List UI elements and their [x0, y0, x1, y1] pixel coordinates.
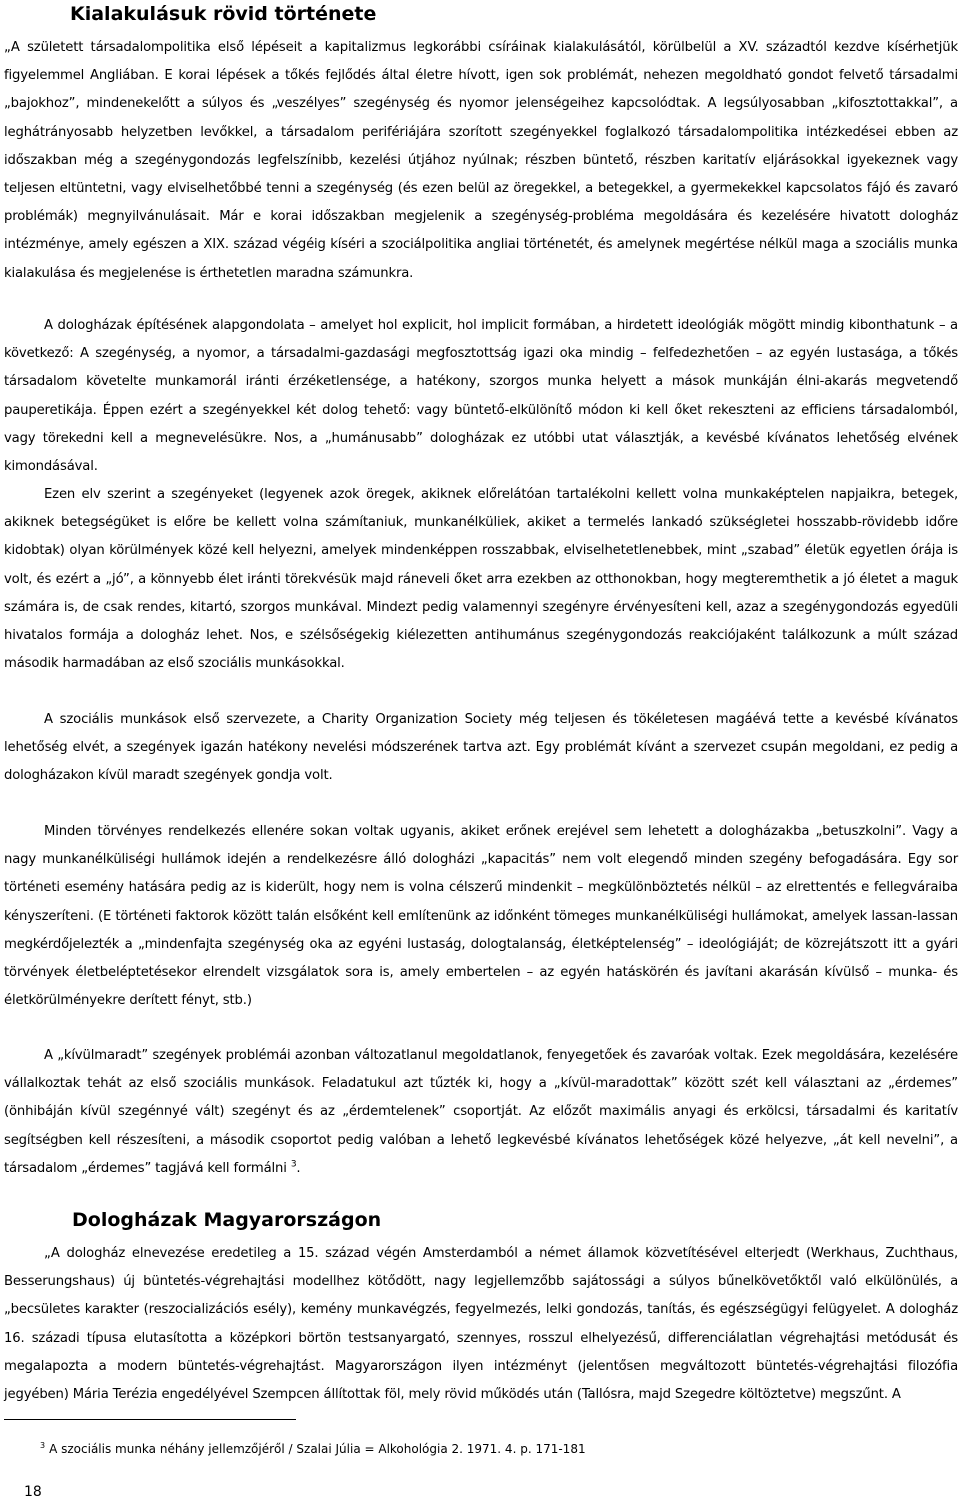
paragraph: Minden törvényes rendelkezés ellenére sokan voltak ugyanis, akiket erőnek erejével sem lehetett a dologházakba „betuszkolni”. Vagy a nagy munkanélküliségi hullámok idején a rendelkezésre álló dologházi „kapacitás” nem volt elegendő minden szegény befogadására. Egy sor történeti esemény hatására pedig az is kiderült, hogy nem is volna célszerű mindenkit – megkülönböztetés nélkül – az elrettentés e fellegváraiba kényszeríteni. (E történeti faktorok között talán elsőként kell említenünk az időnként tömeges munkanélküliségi hullámokat, amelyek lassan-lassan megkérdőjelezték a „mindenfajta szegénység oka az egyéni lustaság, dologtalanság, életképtelenség” – ideológiáját; de közrejátszott itt a gyári törvények életbeléptetésekor elrendelt vizsgálatok sora is, amely embertelen – az egyén hatáskörén és javítani akarásán kívülső – munka- és életkörülményekre derített fényt, stb.): [4, 824, 958, 1009]
paragraph: „A dologház elnevezése eredetileg a 15. század végén Amsterdamból a német államok közvetítésével elterjedt (Werkhaus, Zuchthaus, Besserungshaus) új büntetés-végrehajtási modellhez kötődött, nagy legjellemzőbb sajátossági a súlyos bűnelkövetőktől való elkülönülés, a „becsületes karakter (reszocializációs esély), kemény munkavégzés, fegyelmezés, lelki gondozás, tanítás, és egészségügyi felügyelet. A dologház 16. századi típusa elutasította a középkori börtön testsanyargató, szennyes, rosszul elhelyezésű, differenciálatlan végrehajtási metódusát és megalapozta a modern büntetés-végrehajtást. Magyarországon ilyen intézményt (jelentősen megváltozott büntetés-végrehajtási filozófia jegyében) Mária Terézia engedélyével Szempcen állítottak föl, mely rövid működés után (Tallósra, majd Szegedre költöztetve) megszűnt. A: [4, 1246, 958, 1403]
footnote-number: 3: [40, 1441, 46, 1450]
footnote: [40, 1440, 586, 1458]
section-heading-dologhazak: Dologházak Magyarországon: [72, 1209, 382, 1231]
paragraph: Ezen elv szerint a szegényeket (legyenek azok öregek, akiknek előrelátóan tartalékolni kellett volna munkaképtelen napjaikra, betegek, akiknek betegségüket is előre be kellett volna számítaniuk, munkanélküliek, akiket a termelés lankadó szükségletei hosszabb-rövidebb időre kidobtak) olyan körülmények közé kell helyezni, amelyek mindenképpen rosszabbak, elviselhetetlenebbek, mint „szabad” életük egyetlen órája is volt, és ezért a „jó”, a könnyebb élet iránti törekvésük majd ráneveli őket arra ezekben az otthonokban, hogy megteremthetik a jó életet a maguk számára is, de csak rendes, kitartó, szorgos munkával. Mindezt pedig valamennyi szegényre érvényesíteni kell, azaz a szegénygondozás egyedüli hivatalos formája a dologház lehet. Nos, e szélsőségekig kiélezetten antihumánus szegénygondozás reakciójaként találkozunk a múlt század második harmadában az első szociális munkásokkal.: [4, 487, 958, 672]
paragraph: „A született társadalompolitika első lépéseit a kapitalizmus legkorábbi csíráinak kialakulásától, körülbelül a XV. századtól kezdve kísérhetjük figyelemmel Angliában. E korai lépések a tőkés fejlődés által életre hívott, igen sok problémát, nehezen megoldható gondot felvető társadalmi „bajokhoz”, mindenekelőtt a súlyos és „veszélyes” szegénység és nyomor jelenségeihez kapcsolódtak. A legsúlyosabban „kifosztottakkal”, a leghátrányosabb helyzetben levőkkel, a társadalom perifériájára szorított szegényekkel foglalkozó társadalompolitika intézkedései ebben az időszakban még a szegénygondozás legfelszínibb, kezelési útjához nyúlnak; részben büntető, részben karitatív eljárásokkal igyekeznek vagy teljesen eltüntetni, vagy elviselhetőbbé tenni a szegénység (és ezen belül az öregekkel, a betegekkel, a gyermekekkel kapcsolatos fájó és zavaró problémák) megnyilvánulásait. Már e korai időszakban megjelenik a szegénység-probléma megoldására és kezelésére hivatott dologház intézménye, amely egészen a XIX. század végéig kíséri a szociálpolitika angliai történetét, és amelynek megértése nélkül maga a szociális munka kialakulása és megjelenése is érthetetlen maradna számunkra.: [4, 40, 958, 281]
page-number: 18: [24, 1484, 42, 1500]
footnote-text: A szociális munka néhány jellemzőjéről / Szalai Júlia = Alkohológia 2. 1971. 4. p. 171-181: [49, 1442, 586, 1456]
paragraph: A „kívülmaradt” szegények problémái azonban változatlanul megoldatlanok, fenyegetőek és zavaróak voltak. Ezek megoldására, kezelésére vállalkoztak tehát az első szociális munkások. Feladatukul azt tűzték ki, hogy a „kívül-maradottak” között szét kell választani az „érdemes” (önhibáján kívül szegénnyé vált) szegényt és az „érdemtelenek” csoportját. Az előzőt maximális anyagi és erkölcsi, társadalmi és karitatív segítségben kell részesíteni, a második csoportot pedig valóban a lehető legkevésbé kívánatos lehetőségek közé helyezve, „át kell nevelni”, a társadalom „érdemes” tagjává kell formálni $^3$.: [4, 1048, 958, 1176]
paragraph: A dologházak építésének alapgondolata – amelyet hol explicit, hol implicit formában, a hirdetett ideológiák mögött mindig kibonthatunk – a következő: A szegénység, a nyomor, a társadalmi-gazdasági megfosztottság igazi oka mindig – felfedezhetően – az egyén lustasága, a tőkés társadalom követelte munkamorál iránti érzéketlensége, a hatékony, szorgos munka helyett a mások munkáján élni-akarás megvetendő pauperetikája. Éppen ezért a szegényekkel két dolog tehető: vagy büntető-elkülönítő módon ki kell őket rekeszteni az efficiens társadalomból, vagy törekedni kell a megnevelésükre. Nos, a „humánusabb” dologházak ez utóbbi utat választják, a kevésbé kívánatos lehetőség elvének kimondásával.: [4, 318, 958, 475]
paragraph: A szociális munkások első szervezete, a Charity Organization Society még teljesen és tökéletesen magáévá tette a kevésbé kívánatos lehetőség elvét, a szegények igazán hatékony nevelési módszerének tartva azt. Egy problémát kívánt a szervezet csupán megoldani, ez pedig a dologházakon kívül maradt szegények gondja volt.: [4, 712, 958, 784]
section-heading-kialakulasuk: Kialakulásuk rövid története: [70, 3, 377, 25]
footnote-separator: [4, 1419, 296, 1420]
footnote-reference[interactable]: 3: [290, 1159, 297, 1170]
